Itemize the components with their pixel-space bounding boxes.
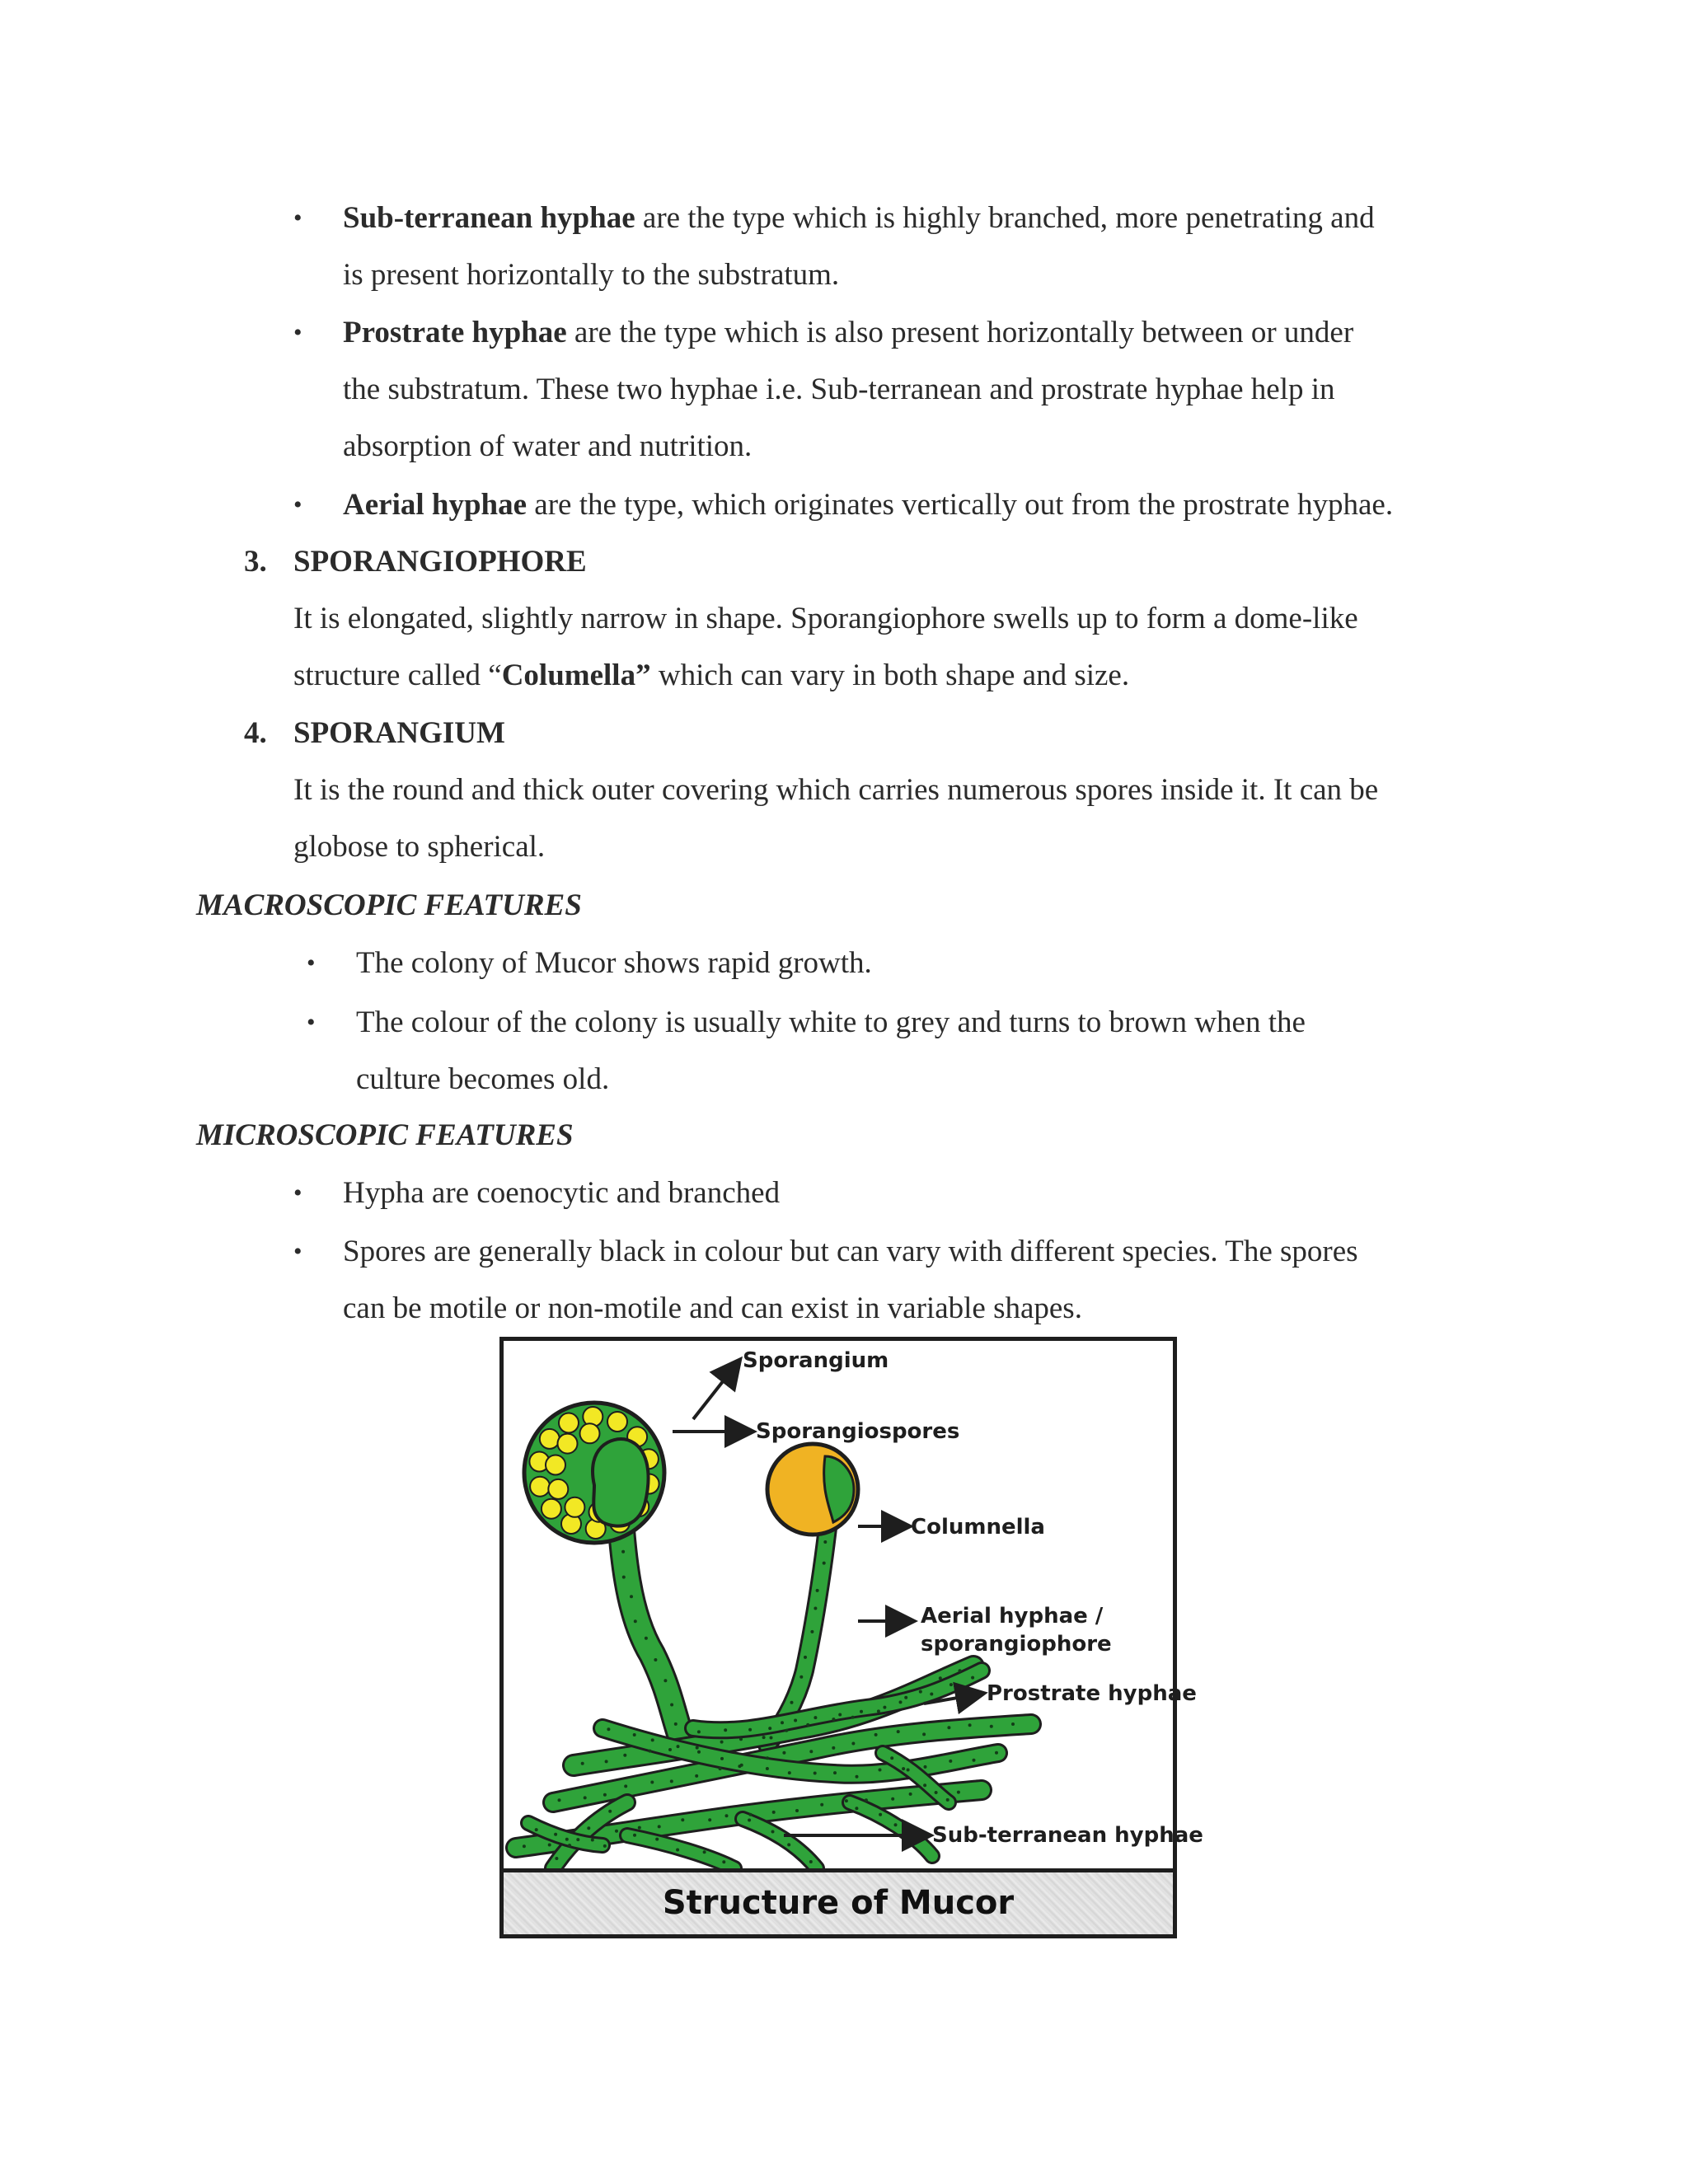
speckle xyxy=(766,1756,769,1760)
label-sporangiospores: Sporangiospores xyxy=(756,1419,960,1444)
speckle xyxy=(891,1797,894,1801)
bullet-dot: • xyxy=(293,1238,302,1265)
spore xyxy=(558,1434,578,1454)
paragraph-sporangiophore xyxy=(293,590,1467,704)
speckle xyxy=(904,1696,907,1699)
speckle xyxy=(587,1826,590,1830)
speckle xyxy=(809,1860,813,1863)
speckle xyxy=(670,1779,673,1783)
speckle xyxy=(860,1710,863,1713)
list-item-subterranean xyxy=(343,190,1467,303)
speckle xyxy=(663,1679,667,1682)
speckle xyxy=(676,1849,679,1852)
sporangium-left xyxy=(524,1403,664,1543)
speckle xyxy=(605,1760,608,1763)
list-item-macro-1 xyxy=(356,935,1467,991)
speckle xyxy=(615,1830,618,1833)
speckle xyxy=(535,1828,538,1831)
speckle xyxy=(655,1838,659,1841)
paragraph-line: It is the round and thick outer covering which carries numerous spores inside it. It can be xyxy=(293,773,1379,807)
speckle xyxy=(814,1772,817,1775)
speckle xyxy=(703,1850,706,1854)
speckle xyxy=(832,1746,835,1750)
speckle xyxy=(584,1796,587,1799)
speckle xyxy=(603,1844,607,1848)
list-item-text: are the type, which originates vertically out from the prostrate hyphae. xyxy=(527,488,1394,522)
spore xyxy=(559,1413,579,1433)
speckle xyxy=(814,1607,817,1610)
speckle xyxy=(576,1838,579,1841)
speckle xyxy=(935,1791,938,1794)
speckle xyxy=(622,1576,626,1579)
label-sporangiophore: sporangiophore xyxy=(921,1632,1112,1657)
speckle xyxy=(795,1809,799,1812)
bullet-dot: • xyxy=(307,1009,316,1036)
list-item-micro-2 xyxy=(343,1223,1467,1337)
speckle xyxy=(823,1540,827,1544)
speckle xyxy=(851,1742,855,1746)
speckle xyxy=(772,1811,776,1814)
bullet-dot: • xyxy=(293,319,302,346)
speckle xyxy=(581,1762,584,1765)
speckle xyxy=(919,1690,922,1694)
speckle xyxy=(558,1798,561,1802)
speckle xyxy=(722,1860,725,1863)
speckle xyxy=(946,1798,950,1802)
speckle xyxy=(957,1791,960,1794)
term-aerial: Aerial hyphae xyxy=(343,488,528,522)
speckle xyxy=(809,1750,813,1753)
speckle xyxy=(794,1719,797,1722)
speckle xyxy=(922,1732,926,1736)
paragraph-line: It is elongated, slightly narrow in shape. Sporangiophore swells up to form a dome-like xyxy=(293,602,1358,635)
speckle xyxy=(909,1793,912,1796)
speckle xyxy=(748,1728,752,1732)
speckle xyxy=(912,1840,916,1844)
spore xyxy=(530,1477,550,1497)
speckle xyxy=(851,1716,855,1719)
term-columella: Columella” xyxy=(501,658,651,692)
speckle xyxy=(897,1730,900,1733)
speckle xyxy=(939,1676,942,1680)
speckle xyxy=(720,1757,724,1760)
speckle xyxy=(650,1781,654,1784)
speckle xyxy=(879,1813,882,1816)
speckle xyxy=(749,1813,753,1816)
speckle xyxy=(959,1669,962,1672)
speckle xyxy=(856,1775,859,1779)
speckle xyxy=(748,1819,751,1822)
speckle xyxy=(810,1630,814,1633)
speckle xyxy=(833,1771,837,1774)
spore xyxy=(565,1497,584,1517)
list-item-text: are the type which is also present horizontally between or under xyxy=(566,316,1354,349)
figure-structure-of-mucor xyxy=(499,1337,1203,1938)
speckle xyxy=(766,1767,769,1770)
speckle xyxy=(708,1818,711,1821)
speckle xyxy=(645,1637,648,1640)
speckle xyxy=(554,1833,557,1836)
speckle xyxy=(695,1774,698,1778)
speckle xyxy=(907,1769,910,1772)
speckle xyxy=(879,1769,882,1772)
spore xyxy=(580,1423,600,1443)
label-prostrate-hyphae: Prostrate hyphae xyxy=(987,1681,1197,1706)
list-item-prostrate xyxy=(343,304,1467,475)
speckle xyxy=(670,1704,673,1707)
speckle xyxy=(838,1713,842,1717)
speckle xyxy=(658,1825,661,1828)
speckle xyxy=(697,1750,701,1754)
speckle xyxy=(668,1748,672,1751)
speckle xyxy=(781,1721,784,1724)
label-subterranean-hyphae: Sub-terranean hyphae xyxy=(932,1823,1203,1848)
speckle xyxy=(877,1709,880,1713)
speckle xyxy=(1011,1722,1015,1726)
speckle xyxy=(638,1826,641,1830)
speckle xyxy=(739,1737,743,1741)
speckle xyxy=(990,1725,993,1728)
spore xyxy=(542,1499,561,1519)
speckle xyxy=(630,1595,633,1598)
speckle xyxy=(591,1839,594,1842)
section-number: 3. xyxy=(244,545,267,579)
speckle xyxy=(724,1728,727,1732)
paragraph-sporangium xyxy=(293,762,1467,875)
list-item-text: is present horizontally to the substratum. xyxy=(343,258,840,292)
speckle xyxy=(674,1722,678,1726)
speckle xyxy=(823,1562,826,1565)
speckle xyxy=(568,1844,571,1847)
speckle xyxy=(968,1723,972,1727)
list-item-text: are the type which is highly branched, more penetrating and xyxy=(635,201,1375,235)
term-subterranean: Sub-terranean hyphae xyxy=(343,201,635,235)
bullet-dot: • xyxy=(307,949,316,977)
list-item-macro-2 xyxy=(356,994,1467,1108)
speckle xyxy=(782,1751,785,1755)
speckle xyxy=(719,1767,722,1770)
columella-left xyxy=(593,1439,648,1526)
speckle xyxy=(624,1784,627,1788)
speckle xyxy=(548,1844,551,1847)
speckle xyxy=(720,1741,724,1744)
speckle xyxy=(696,1746,699,1750)
spore xyxy=(540,1429,560,1449)
speckle xyxy=(768,1727,771,1730)
speckle xyxy=(816,1589,819,1592)
speckle xyxy=(649,1750,652,1753)
speckle xyxy=(785,1729,788,1732)
section-number: 4. xyxy=(244,716,267,750)
term-prostrate: Prostrate hyphae xyxy=(343,316,567,349)
list-item-text: Spores are generally black in colour but can vary with different species. The spores xyxy=(343,1235,1358,1268)
speckle xyxy=(855,1807,858,1810)
heading-macroscopic: MACROSCOPIC FEATURES xyxy=(196,888,582,922)
speckle xyxy=(633,1834,636,1837)
speckle xyxy=(806,1723,809,1727)
paragraph-text: structure called “ xyxy=(293,658,502,692)
paragraph-line: globose to spherical. xyxy=(293,830,546,864)
speckle xyxy=(651,1738,654,1741)
figure-caption-bar xyxy=(504,1868,1173,1934)
list-item-text: The colony of Mucor shows rapid growth. xyxy=(356,946,872,980)
list-item-text: absorption of water and nutrition. xyxy=(343,429,753,463)
speckle xyxy=(995,1751,998,1755)
label-sporangium: Sporangium xyxy=(743,1348,889,1373)
bullet-dot: • xyxy=(293,204,302,232)
speckle xyxy=(804,1656,807,1659)
speckle xyxy=(799,1675,803,1679)
spore xyxy=(546,1455,565,1475)
speckle xyxy=(947,1726,950,1729)
heading-sporangium: SPORANGIUM xyxy=(293,716,505,750)
speckle xyxy=(681,1818,684,1821)
speckle xyxy=(608,1810,612,1813)
speckle xyxy=(865,1798,868,1802)
speckle xyxy=(883,1706,886,1709)
speckle xyxy=(654,1658,657,1661)
spore xyxy=(607,1412,627,1432)
list-item-text: can be motile or non-motile and can exist in variable shapes. xyxy=(343,1291,1082,1325)
speckle xyxy=(603,1793,607,1797)
heading-sporangiophore: SPORANGIOPHORE xyxy=(293,545,587,579)
speckle xyxy=(725,1814,729,1817)
list-item-text: culture becomes old. xyxy=(356,1062,610,1096)
speckle xyxy=(874,1733,878,1736)
speckle xyxy=(902,1767,905,1770)
label-aerial-hyphae: Aerial hyphae / xyxy=(921,1604,1104,1629)
speckle xyxy=(845,1799,848,1802)
bullet-dot: • xyxy=(293,1179,302,1207)
speckle xyxy=(788,1771,791,1774)
speckle xyxy=(697,1730,701,1733)
speckle xyxy=(633,1733,636,1736)
speckle xyxy=(762,1736,766,1739)
speckle xyxy=(621,1550,625,1554)
speckle xyxy=(899,1700,903,1704)
speckle xyxy=(890,1756,893,1760)
list-item-aerial xyxy=(343,476,1467,533)
speckle xyxy=(623,1754,626,1757)
speckle xyxy=(565,1838,569,1841)
speckle xyxy=(924,1765,927,1769)
list-item-text: The colour of the colony is usually white to grey and turns to brown when the xyxy=(356,1005,1306,1039)
speckle xyxy=(523,1844,526,1848)
speckle xyxy=(894,1823,898,1826)
spore xyxy=(548,1479,568,1499)
speckle xyxy=(740,1764,743,1767)
speckle xyxy=(971,1676,974,1680)
bullet-dot: • xyxy=(293,491,302,518)
sporangium-right xyxy=(767,1444,858,1535)
label-columnella: Columnella xyxy=(911,1515,1045,1540)
speckle xyxy=(677,1745,680,1748)
speckle xyxy=(820,1803,823,1807)
speckle xyxy=(607,1727,610,1731)
speckle xyxy=(814,1716,817,1719)
speckle xyxy=(930,1693,933,1696)
speckle xyxy=(771,1830,775,1834)
list-item-text: Hypha are coenocytic and branched xyxy=(343,1176,781,1210)
speckle xyxy=(787,1843,790,1846)
speckle xyxy=(770,1736,773,1740)
list-item-text: the substratum. These two hyphae i.e. Sub-terranean and prostrate hyphae help in xyxy=(343,373,1335,406)
speckle xyxy=(923,1783,926,1787)
speckle xyxy=(950,1683,953,1686)
speckle xyxy=(973,1759,976,1762)
speckle xyxy=(949,1760,952,1763)
list-item-micro-1 xyxy=(343,1165,1467,1221)
heading-microscopic: MICROSCOPIC FEATURES xyxy=(196,1118,574,1152)
speckle xyxy=(790,1701,794,1704)
figure-caption: Structure of Mucor xyxy=(662,1884,1015,1922)
speckle xyxy=(634,1619,637,1623)
speckle xyxy=(832,1718,835,1721)
speckle xyxy=(555,1857,558,1860)
paragraph-text: which can vary in both shape and size. xyxy=(650,658,1130,692)
